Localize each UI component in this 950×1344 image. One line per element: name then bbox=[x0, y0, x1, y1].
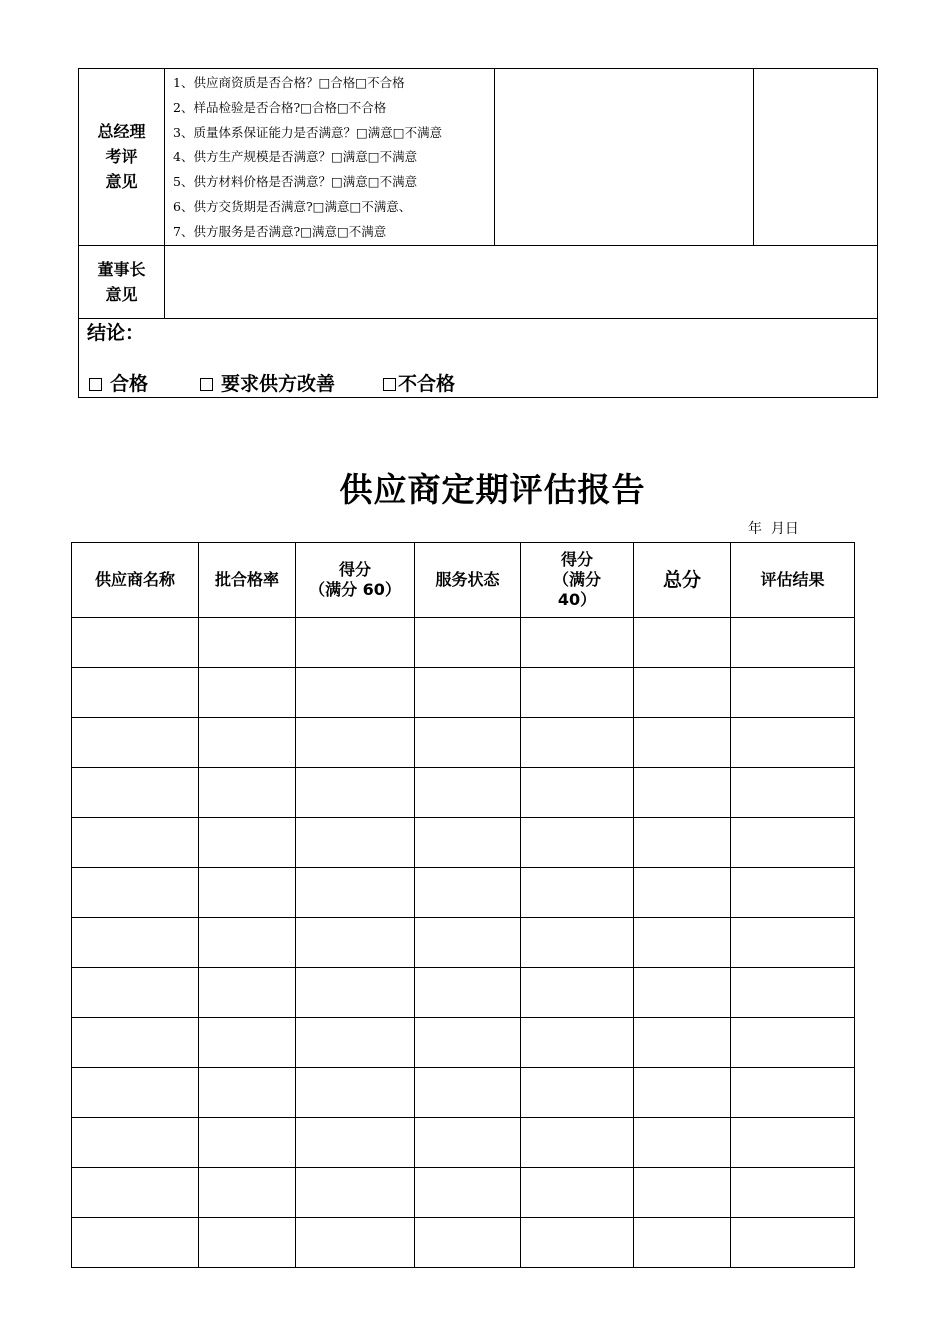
table-cell[interactable] bbox=[415, 918, 521, 968]
table-cell[interactable] bbox=[731, 818, 855, 868]
table-cell[interactable] bbox=[521, 768, 634, 818]
table-cell[interactable] bbox=[415, 1018, 521, 1068]
option-improve-label: 要求供方改善 bbox=[221, 372, 336, 395]
table-row bbox=[72, 1118, 855, 1168]
table-cell[interactable] bbox=[731, 1168, 855, 1218]
header-service-status bbox=[415, 543, 521, 618]
table-cell[interactable] bbox=[415, 818, 521, 868]
table-row bbox=[72, 1068, 855, 1118]
conclusion-row bbox=[79, 318, 878, 397]
header-batch-pass-rate bbox=[199, 543, 296, 618]
table-cell[interactable] bbox=[72, 1218, 199, 1268]
option-pass[interactable] bbox=[89, 371, 148, 397]
table-cell[interactable] bbox=[521, 1018, 634, 1068]
option-fail-label: 不合格 bbox=[398, 372, 456, 395]
table-cell[interactable] bbox=[199, 1118, 296, 1168]
table-row bbox=[72, 1018, 855, 1068]
table-row bbox=[72, 618, 855, 668]
table-cell[interactable] bbox=[521, 1168, 634, 1218]
criteria-item: 4、供方生产规模是否满意？□满意□不满意 bbox=[173, 149, 418, 165]
table-cell[interactable] bbox=[72, 868, 199, 918]
table-cell[interactable] bbox=[296, 918, 415, 968]
table-row bbox=[72, 818, 855, 868]
conclusion-options bbox=[87, 371, 877, 397]
header-line: （满分 bbox=[552, 570, 601, 589]
criteria-item: 2、样品检验是否合格?□合格□不合格 bbox=[173, 99, 387, 115]
table-cell[interactable] bbox=[199, 1168, 296, 1218]
table-cell[interactable] bbox=[634, 1068, 731, 1118]
table-cell[interactable] bbox=[415, 1068, 521, 1118]
header-line: 总分 bbox=[662, 569, 701, 591]
criteria-item: 7、供方服务是否满意?□满意□不满意 bbox=[173, 223, 387, 239]
report-title: 供应商定期评估报告 bbox=[339, 470, 646, 509]
table-cell[interactable] bbox=[199, 968, 296, 1018]
option-fail[interactable] bbox=[383, 371, 455, 397]
table-cell[interactable] bbox=[296, 818, 415, 868]
table-cell[interactable] bbox=[296, 618, 415, 668]
table-cell[interactable] bbox=[521, 668, 634, 718]
table-cell[interactable] bbox=[72, 968, 199, 1018]
table-cell[interactable] bbox=[199, 618, 296, 668]
table-header-row bbox=[72, 543, 855, 618]
table-cell[interactable] bbox=[415, 668, 521, 718]
table-row bbox=[72, 968, 855, 1018]
chairman-label bbox=[79, 245, 165, 318]
table-cell[interactable] bbox=[199, 1018, 296, 1068]
conclusion-cell bbox=[79, 318, 878, 397]
checkbox-icon[interactable] bbox=[89, 378, 102, 391]
table-cell[interactable] bbox=[296, 868, 415, 918]
table-cell[interactable] bbox=[415, 718, 521, 768]
header-score-60 bbox=[296, 543, 415, 618]
gm-criteria-list bbox=[165, 69, 495, 246]
supplier-table-body bbox=[72, 618, 855, 1268]
table-cell[interactable] bbox=[521, 718, 634, 768]
header-line: 评估结果 bbox=[760, 570, 825, 589]
table-cell[interactable] bbox=[634, 868, 731, 918]
criteria-item: 6、供方交货期是否满意?□满意□不满意、 bbox=[173, 198, 412, 214]
table-cell[interactable] bbox=[72, 1018, 199, 1068]
chairman-label-line: 董事长 bbox=[97, 259, 146, 279]
table-row bbox=[72, 668, 855, 718]
table-cell[interactable] bbox=[521, 918, 634, 968]
table-cell[interactable] bbox=[634, 818, 731, 868]
table-cell[interactable] bbox=[634, 668, 731, 718]
table-cell[interactable] bbox=[296, 1118, 415, 1168]
table-cell[interactable] bbox=[731, 668, 855, 718]
option-pass-label: 合格 bbox=[110, 372, 149, 395]
header-supplier-name bbox=[72, 543, 199, 618]
evaluation-table bbox=[78, 68, 878, 398]
option-improve[interactable] bbox=[200, 371, 335, 397]
table-cell[interactable] bbox=[296, 768, 415, 818]
table-cell[interactable] bbox=[199, 668, 296, 718]
header-evaluation-result bbox=[731, 543, 855, 618]
table-cell[interactable] bbox=[634, 768, 731, 818]
table-cell[interactable] bbox=[415, 968, 521, 1018]
table-cell[interactable] bbox=[199, 1068, 296, 1118]
criteria-item: 1、供应商资质是否合格？□合格□不合格 bbox=[173, 75, 405, 90]
conclusion-title: 结论： bbox=[87, 321, 145, 344]
table-cell[interactable] bbox=[634, 718, 731, 768]
table-cell[interactable] bbox=[72, 768, 199, 818]
table-cell[interactable] bbox=[72, 1168, 199, 1218]
table-cell[interactable] bbox=[731, 918, 855, 968]
table-cell[interactable] bbox=[521, 968, 634, 1018]
table-cell[interactable] bbox=[72, 618, 199, 668]
table-cell[interactable] bbox=[296, 1018, 415, 1068]
header-line: 得分 bbox=[338, 560, 371, 579]
table-cell[interactable] bbox=[415, 618, 521, 668]
table-row bbox=[72, 1218, 855, 1268]
checkbox-icon[interactable] bbox=[383, 378, 396, 391]
table-cell[interactable] bbox=[296, 1168, 415, 1218]
table-cell[interactable] bbox=[731, 1018, 855, 1068]
gm-label-line: 考评 bbox=[105, 147, 138, 167]
table-cell[interactable] bbox=[199, 718, 296, 768]
table-row bbox=[72, 718, 855, 768]
header-line: 40） bbox=[557, 590, 597, 609]
table-cell[interactable] bbox=[521, 818, 634, 868]
header-line: 供应商名称 bbox=[94, 570, 175, 589]
supplier-table bbox=[71, 542, 855, 1268]
table-cell[interactable] bbox=[415, 868, 521, 918]
table-cell[interactable] bbox=[72, 818, 199, 868]
gm-comment-cell[interactable] bbox=[495, 69, 754, 246]
table-cell[interactable] bbox=[521, 1118, 634, 1168]
table-cell[interactable] bbox=[296, 1218, 415, 1268]
table-cell[interactable] bbox=[731, 1118, 855, 1168]
table-cell[interactable] bbox=[72, 1118, 199, 1168]
table-cell[interactable] bbox=[521, 1068, 634, 1118]
chairman-comment-cell[interactable] bbox=[165, 245, 878, 318]
checkbox-icon[interactable] bbox=[200, 378, 213, 391]
table-cell[interactable] bbox=[731, 1068, 855, 1118]
table-cell[interactable] bbox=[634, 1018, 731, 1068]
criteria-item: 5、供方材料价格是否满意？□满意□不满意 bbox=[173, 174, 418, 190]
table-row bbox=[72, 1168, 855, 1218]
table-cell[interactable] bbox=[72, 718, 199, 768]
table-cell[interactable] bbox=[415, 768, 521, 818]
table-cell[interactable] bbox=[415, 1168, 521, 1218]
table-cell[interactable] bbox=[634, 618, 731, 668]
gm-signature-cell[interactable] bbox=[754, 69, 878, 246]
table-cell[interactable] bbox=[521, 868, 634, 918]
gm-review-row bbox=[79, 69, 878, 246]
gm-label-line: 意见 bbox=[105, 172, 138, 192]
table-cell[interactable] bbox=[634, 1118, 731, 1168]
table-cell[interactable] bbox=[296, 968, 415, 1018]
table-cell[interactable] bbox=[731, 868, 855, 918]
table-cell[interactable] bbox=[731, 1218, 855, 1268]
table-cell[interactable] bbox=[731, 618, 855, 668]
header-score-40 bbox=[521, 543, 634, 618]
table-cell[interactable] bbox=[199, 1218, 296, 1268]
table-cell[interactable] bbox=[199, 868, 296, 918]
table-cell[interactable] bbox=[731, 768, 855, 818]
table-row bbox=[72, 868, 855, 918]
table-cell[interactable] bbox=[296, 1068, 415, 1118]
header-line: （满分 60） bbox=[309, 580, 401, 599]
criteria-item: 3、质量体系保证能力是否满意？□满意□不满意 bbox=[173, 124, 443, 140]
table-cell[interactable] bbox=[521, 1218, 634, 1268]
table-cell[interactable] bbox=[199, 918, 296, 968]
table-cell[interactable] bbox=[415, 1218, 521, 1268]
date-label: 年 月日 bbox=[748, 521, 799, 537]
table-cell[interactable] bbox=[634, 968, 731, 1018]
table-cell[interactable] bbox=[72, 668, 199, 718]
table-cell[interactable] bbox=[731, 968, 855, 1018]
header-line: 得分 bbox=[560, 550, 593, 569]
table-cell[interactable] bbox=[731, 718, 855, 768]
gm-review-label bbox=[79, 69, 165, 246]
table-cell[interactable] bbox=[521, 618, 634, 668]
table-cell[interactable] bbox=[296, 668, 415, 718]
table-cell[interactable] bbox=[199, 768, 296, 818]
header-line: 服务状态 bbox=[435, 570, 500, 589]
table-cell[interactable] bbox=[72, 918, 199, 968]
chairman-label-line: 意见 bbox=[105, 284, 138, 304]
gm-label-line: 总经理 bbox=[97, 122, 146, 142]
table-cell[interactable] bbox=[72, 1068, 199, 1118]
table-cell[interactable] bbox=[415, 1118, 521, 1168]
header-line: 批合格率 bbox=[214, 570, 279, 589]
table-cell[interactable] bbox=[199, 818, 296, 868]
chairman-row bbox=[79, 245, 878, 318]
table-row bbox=[72, 918, 855, 968]
table-cell[interactable] bbox=[634, 1218, 731, 1268]
table-cell[interactable] bbox=[634, 1168, 731, 1218]
header-total-score bbox=[634, 543, 731, 618]
table-cell[interactable] bbox=[296, 718, 415, 768]
table-cell[interactable] bbox=[634, 918, 731, 968]
table-row bbox=[72, 768, 855, 818]
